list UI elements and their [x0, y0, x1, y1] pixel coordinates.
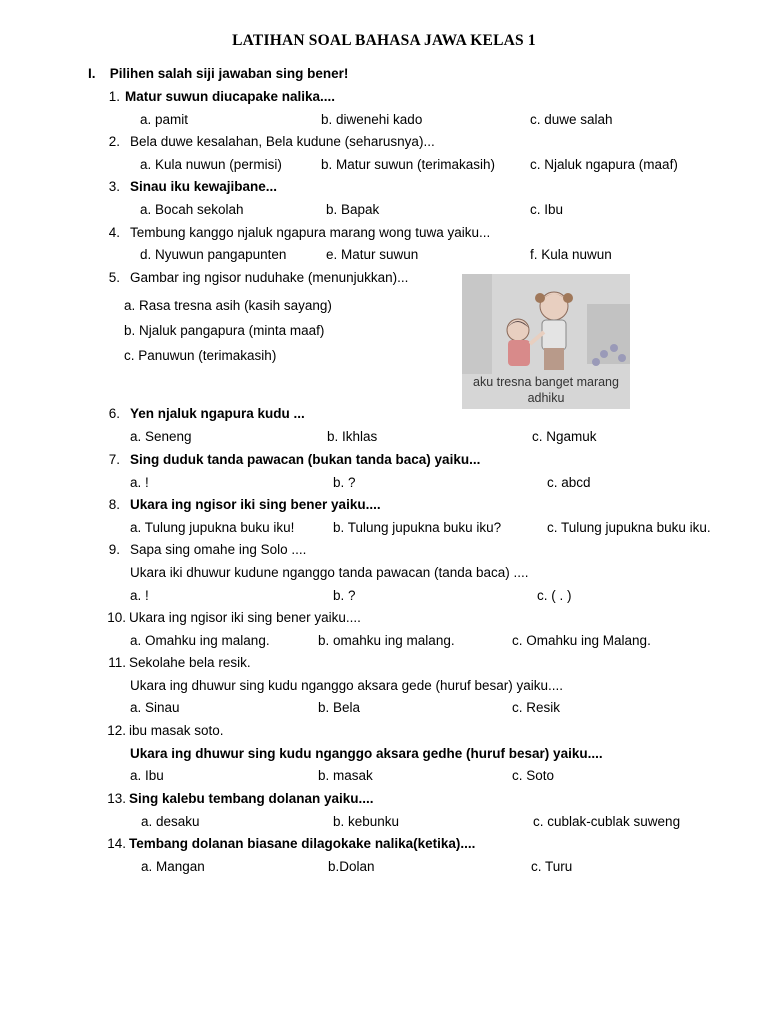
question-text: Gambar ing ngisor nuduhake (menunjukkan)...	[130, 270, 409, 285]
question-text: Bela duwe kesalahan, Bela kudune (seharusnya)...	[130, 134, 435, 149]
question-number: 1.	[108, 89, 120, 104]
question-text: Sapa sing omahe ing Solo ....	[130, 542, 307, 557]
option-a: a. Seneng	[130, 429, 192, 444]
caption-line: aku tresna banget marang	[473, 375, 619, 389]
question-number: 12.	[107, 723, 126, 738]
question-number: 4.	[108, 225, 120, 240]
option-c: c. Panuwun (terimakasih)	[124, 348, 277, 363]
question-number: 3.	[108, 179, 120, 194]
option-c: c. duwe salah	[530, 112, 613, 127]
option-c: c. Njaluk ngapura (maaf)	[530, 157, 678, 172]
question-text: Tembung kanggo njaluk ngapura marang wong tuwa yaiku...	[130, 225, 491, 240]
question-number: 14.	[107, 836, 126, 851]
option-a: a. Omahku ing malang.	[130, 633, 270, 648]
option-b: b. Tulung jupukna buku iku?	[333, 520, 502, 535]
option-c: c. abcd	[547, 475, 591, 490]
question-subtext: Ukara iki dhuwur kudune nganggo tanda pawacan (tanda baca) ....	[130, 565, 529, 580]
option-a: a. Kula nuwun (permisi)	[140, 157, 282, 172]
option-c: c. Resik	[512, 700, 561, 715]
page-title: LATIHAN SOAL BAHASA JAWA KELAS 1	[232, 32, 536, 49]
option-a: a. desaku	[141, 814, 200, 829]
option-c: c. Tulung jupukna buku iku.	[547, 520, 711, 535]
option-b: b. Ikhlas	[327, 429, 378, 444]
option-b: b. ?	[333, 588, 356, 603]
option-b: b.Dolan	[328, 859, 375, 874]
option-a: a. Tulung jupukna buku iku!	[130, 520, 295, 535]
question-text: Sekolahe bela resik.	[129, 655, 251, 670]
question-text: Ukara ing ngisor iki sing bener yaiku....	[130, 497, 381, 512]
question-number: 6.	[108, 406, 120, 421]
question-number: 9.	[108, 542, 120, 557]
option-a: a. Bocah sekolah	[140, 202, 244, 217]
option-f: f. Kula nuwun	[530, 247, 612, 262]
question-text: Tembang dolanan biasane dilagokake nalika(ketika)....	[129, 836, 476, 851]
question-number: 7.	[108, 452, 120, 467]
question-number: 11.	[108, 655, 126, 670]
illustration-caption	[462, 374, 630, 406]
question-number: 8.	[108, 497, 120, 512]
caption-line: adhiku	[527, 391, 565, 405]
question-text: Yen njaluk ngapura kudu ...	[130, 406, 305, 421]
question-number: 10.	[107, 610, 126, 625]
option-d: d. Nyuwun pangapunten	[140, 247, 287, 262]
option-c: c. Soto	[512, 768, 555, 783]
question-text: Ukara ing ngisor iki sing bener yaiku....	[129, 610, 361, 625]
question-subtext: Ukara ing dhuwur sing kudu nganggo aksara gede (huruf besar) yaiku....	[130, 678, 564, 693]
option-b: b. Njaluk pangapura (minta maaf)	[124, 323, 325, 338]
question-text: Sinau iku kewajibane...	[130, 179, 278, 194]
question-text: Sing duduk tanda pawacan (bukan tanda baca) yaiku...	[130, 452, 481, 467]
option-a: a. !	[130, 588, 149, 603]
option-b: b. Matur suwun (terimakasih)	[321, 157, 496, 172]
section-heading	[88, 66, 348, 81]
question-subtext: Ukara ing dhuwur sing kudu nganggo aksara gedhe (huruf besar) yaiku....	[130, 746, 603, 761]
option-b: b. kebunku	[333, 814, 400, 829]
option-b: b. omahku ing malang.	[318, 633, 455, 648]
option-c: c. cublak-cublak suweng	[533, 814, 681, 829]
option-b: b. masak	[318, 768, 373, 783]
option-c: c. ( . )	[537, 588, 572, 603]
option-b: b. Bapak	[326, 202, 380, 217]
section-instruction: Pilihen salah siji jawaban sing bener!	[109, 66, 349, 81]
option-a: a. Ibu	[130, 768, 164, 783]
option-b: b. diwenehi kado	[321, 112, 423, 127]
illustration-siblings	[462, 274, 630, 409]
option-c: c. Omahku ing Malang.	[512, 633, 651, 648]
option-c: c. Turu	[531, 859, 573, 874]
question-number: 13.	[107, 791, 126, 806]
question-text: Sing kalebu tembang dolanan yaiku....	[129, 791, 374, 806]
option-b: b. Bela	[318, 700, 361, 715]
option-c: c. Ibu	[530, 202, 564, 217]
question-number: 2.	[108, 134, 120, 149]
option-b: b. ?	[333, 475, 356, 490]
option-a: a. pamit	[140, 112, 189, 127]
option-e: e. Matur suwun	[326, 247, 419, 262]
question-number: 5.	[108, 270, 120, 285]
option-a: a. Sinau	[130, 700, 180, 715]
option-a: a. Rasa tresna asih (kasih sayang)	[124, 298, 332, 313]
option-c: c. Ngamuk	[532, 429, 597, 444]
section-number: I.	[88, 66, 96, 81]
question-text: Matur suwun diucapake nalika....	[125, 89, 336, 104]
option-a: a. !	[130, 475, 149, 490]
question-text: ibu masak soto.	[129, 723, 224, 738]
option-a: a. Mangan	[141, 859, 205, 874]
